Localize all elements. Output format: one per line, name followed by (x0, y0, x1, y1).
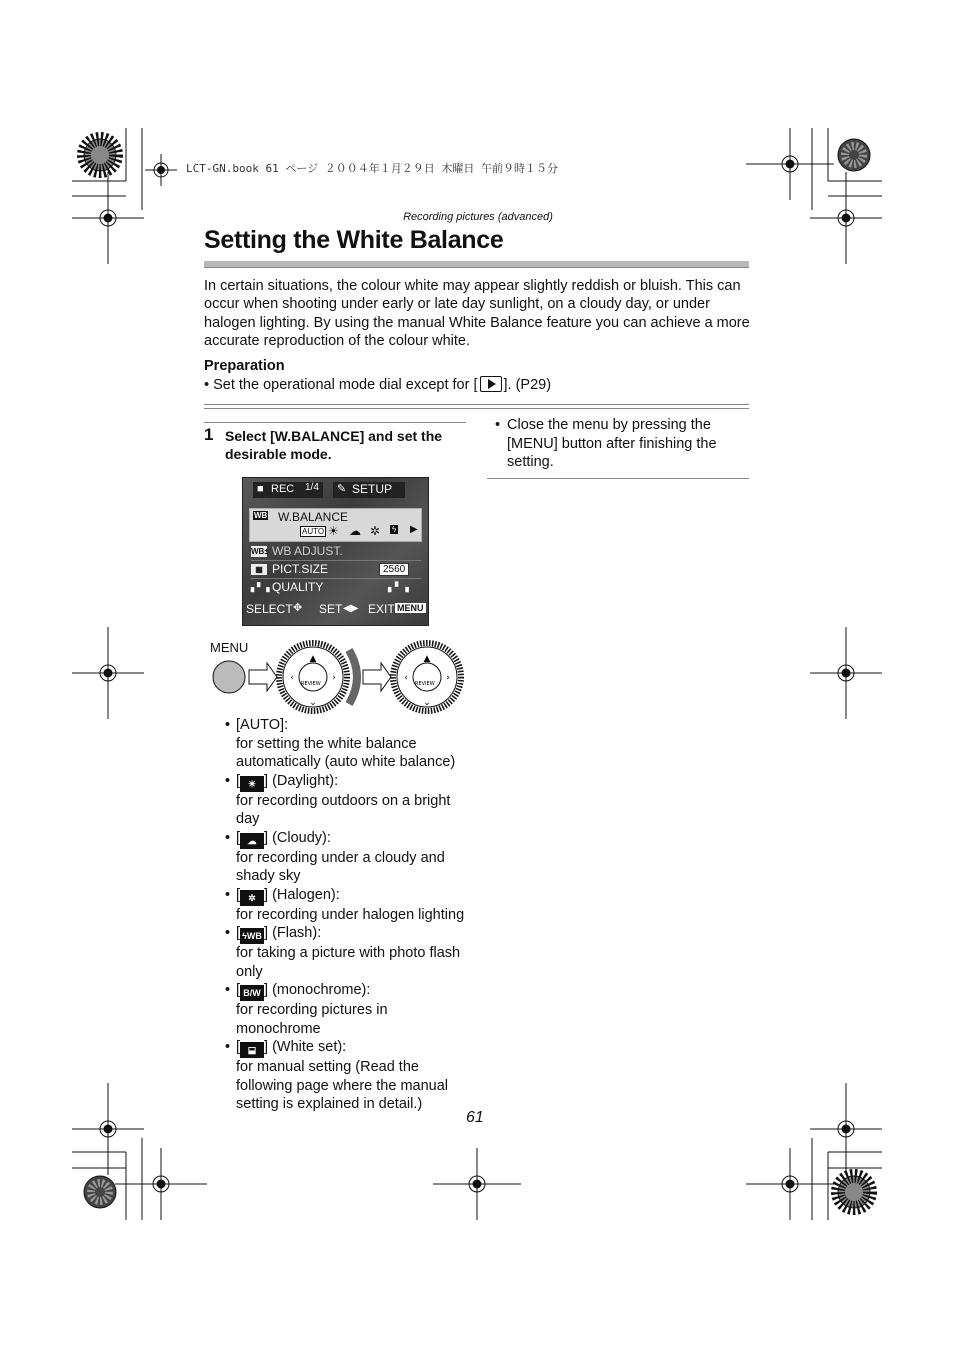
mode-name: ] (Daylight): (264, 772, 339, 789)
right-column-divider (487, 478, 749, 479)
quality-label: QUALITY (272, 580, 324, 594)
preparation-text-after: ]. (P29) (503, 377, 552, 393)
rec-tab-label: REC (271, 483, 295, 495)
bullet: • (225, 982, 231, 998)
play-icon (480, 376, 502, 392)
mode-name: ] (White set): (264, 1039, 347, 1055)
wrench-icon: ✎ (337, 483, 347, 495)
wb-adjust-icon: WB± (251, 547, 269, 556)
quality-value-icon: ▖▘▗ (388, 582, 409, 592)
list-item: • [ ☁ ] (Cloudy): for recording under a cloudy and shady sky (225, 829, 445, 884)
camera-menu-screen (242, 477, 429, 626)
left-right-icon: ◀▶ (343, 603, 359, 614)
right-note (495, 416, 747, 472)
daylight-icon: ☀ (240, 776, 264, 792)
cloudy-icon: ☁ (240, 833, 264, 849)
halogen-icon: ✲ (240, 890, 264, 906)
list-item: • [ ✲ ] (Halogen): for recording under halogen lighting (225, 886, 465, 923)
menu-button (213, 661, 245, 693)
section-label: Recording pictures (advanced) (403, 211, 553, 223)
footer-select: SELECT (246, 602, 293, 616)
arrow-right-icon (363, 663, 391, 691)
bullet: • (495, 417, 501, 433)
mode-name: ] (Cloudy): (264, 829, 331, 846)
print-header: LCT-GN.book 61 ページ ２００４年１月２９日 木曜日 午前９時１５分 (186, 162, 558, 175)
mode-name: ] (monochrome): (264, 982, 371, 998)
wb-adjust-label: WB ADJUST. (272, 544, 343, 558)
mode-name: [AUTO]: (236, 717, 289, 733)
cloudy-icon: ☁ (349, 524, 361, 538)
setup-tab-label: SETUP (352, 482, 393, 496)
wb-option-auto: AUTO (302, 527, 325, 536)
wb-balance-label: W.BALANCE (278, 510, 349, 524)
bullet: • (225, 925, 231, 941)
svg-text:›: › (332, 673, 336, 683)
pict-size-icon: ▦ (251, 564, 267, 575)
dial-review-text-1: REVIEW (301, 681, 321, 687)
mode-description: for recording pictures in monochrome (236, 1002, 388, 1037)
bullet: • (225, 1039, 231, 1055)
step-instruction: Select [W.BALANCE] and set the desirable mode. (225, 428, 443, 462)
mode-description: for manual setting (Read the following page where the manual setting is explained in detail.) (236, 1059, 448, 1112)
flash-wb-icon: ϟ (392, 525, 397, 534)
menu-icon: MENU (397, 603, 424, 613)
page-number: 61 (466, 1109, 484, 1126)
list-item (225, 716, 476, 772)
preparation-heading: Preparation (204, 358, 285, 374)
preparation-text-before: • Set the operational mode dial except for [ (204, 377, 478, 393)
bullet: • (225, 886, 231, 903)
arrow-right-icon: ▶ (410, 524, 418, 535)
menu-button-label: MENU (210, 640, 249, 655)
svg-text:‹: ‹ (290, 673, 294, 683)
svg-text:⌄: ⌄ (423, 698, 431, 708)
menu-row-quality (251, 580, 421, 596)
cross-key-dial-2 (393, 643, 461, 711)
dial-review-text-2: REVIEW (415, 681, 435, 687)
left-column-divider (204, 422, 466, 423)
intro-paragraph: In certain situations, the colour white may appear slightly reddish or bluish. This can occur when shooting under early or late day sunlight, on a cloudy day, or under halogen lighting. By using the manual White Balance feature you can achieve a more accurate reproduction of the colour white. (204, 278, 750, 350)
halogen-icon: ✲ (370, 524, 381, 538)
mode-description: for taking a picture with photo flash only (236, 945, 461, 980)
monochrome-icon: B/W (240, 985, 264, 1001)
pict-size-value: 2560 (379, 563, 409, 576)
svg-text:›: › (446, 673, 450, 683)
rotate-arrow-icon (349, 650, 357, 704)
quality-icon: ▖▘▗ (251, 583, 270, 592)
cross-key-dial-1 (279, 643, 347, 711)
list-item: • [ ☀ ] (Daylight): for recording outdoors on a bright day (225, 772, 451, 827)
preparation-text (204, 376, 551, 393)
footer-set: SET (319, 602, 343, 616)
section-divider (204, 404, 749, 409)
mode-description: for recording under halogen lighting (236, 906, 465, 923)
svg-text:⌄: ⌄ (309, 698, 317, 708)
svg-text:▲: ▲ (423, 654, 431, 664)
list-item: • [ ϟWB ] (Flash): for taking a picture with photo flash only (225, 925, 461, 980)
wb-balance-row (249, 508, 422, 542)
mode-description: for recording outdoors on a bright day (236, 792, 451, 827)
pict-size-label: PICT.SIZE (272, 562, 329, 576)
svg-text:‹: ‹ (404, 673, 408, 683)
title-underline (204, 261, 749, 268)
bullet: • (225, 772, 231, 789)
white-set-icon: ⬓ (240, 1042, 264, 1058)
list-item: • [ ⬓ ] (White set): for manual setting (Read the following page where the manual setting is explained in detail.) (225, 1039, 448, 1112)
list-item: • [ B/W ] (monochrome): for recording pictures in monochrome (225, 982, 388, 1037)
white-balance-mode-list (225, 716, 476, 1114)
menu-page: 1/4 (305, 482, 319, 493)
page-title: Setting the White Balance (204, 226, 504, 254)
step-number: 1 (204, 425, 214, 444)
mode-description: for setting the white balance automatically (auto white balance) (236, 735, 456, 770)
bullet: • (225, 717, 231, 733)
flash-wb-icon: ϟWB (240, 928, 264, 944)
cross-key-icon: ✥ (293, 602, 303, 614)
svg-text:▲: ▲ (309, 654, 317, 664)
mode-description: for recording under a cloudy and shady sky (236, 849, 445, 884)
bullet: • (225, 829, 231, 846)
menu-row-wb-adjust (251, 544, 421, 561)
operation-diagram (205, 630, 470, 730)
footer-exit: EXIT (368, 602, 395, 616)
mode-name: ] (Halogen): (264, 886, 340, 903)
camera-icon: ■ (257, 483, 264, 495)
wb-icon: WB (254, 511, 268, 520)
right-note-text: Close the menu by pressing the [MENU] button after finishing the setting. (507, 417, 717, 470)
arrow-right-icon (249, 663, 277, 691)
daylight-icon: ☀ (328, 524, 339, 538)
mode-name: ] (Flash): (264, 925, 322, 941)
menu-row-pict-size (251, 562, 421, 579)
